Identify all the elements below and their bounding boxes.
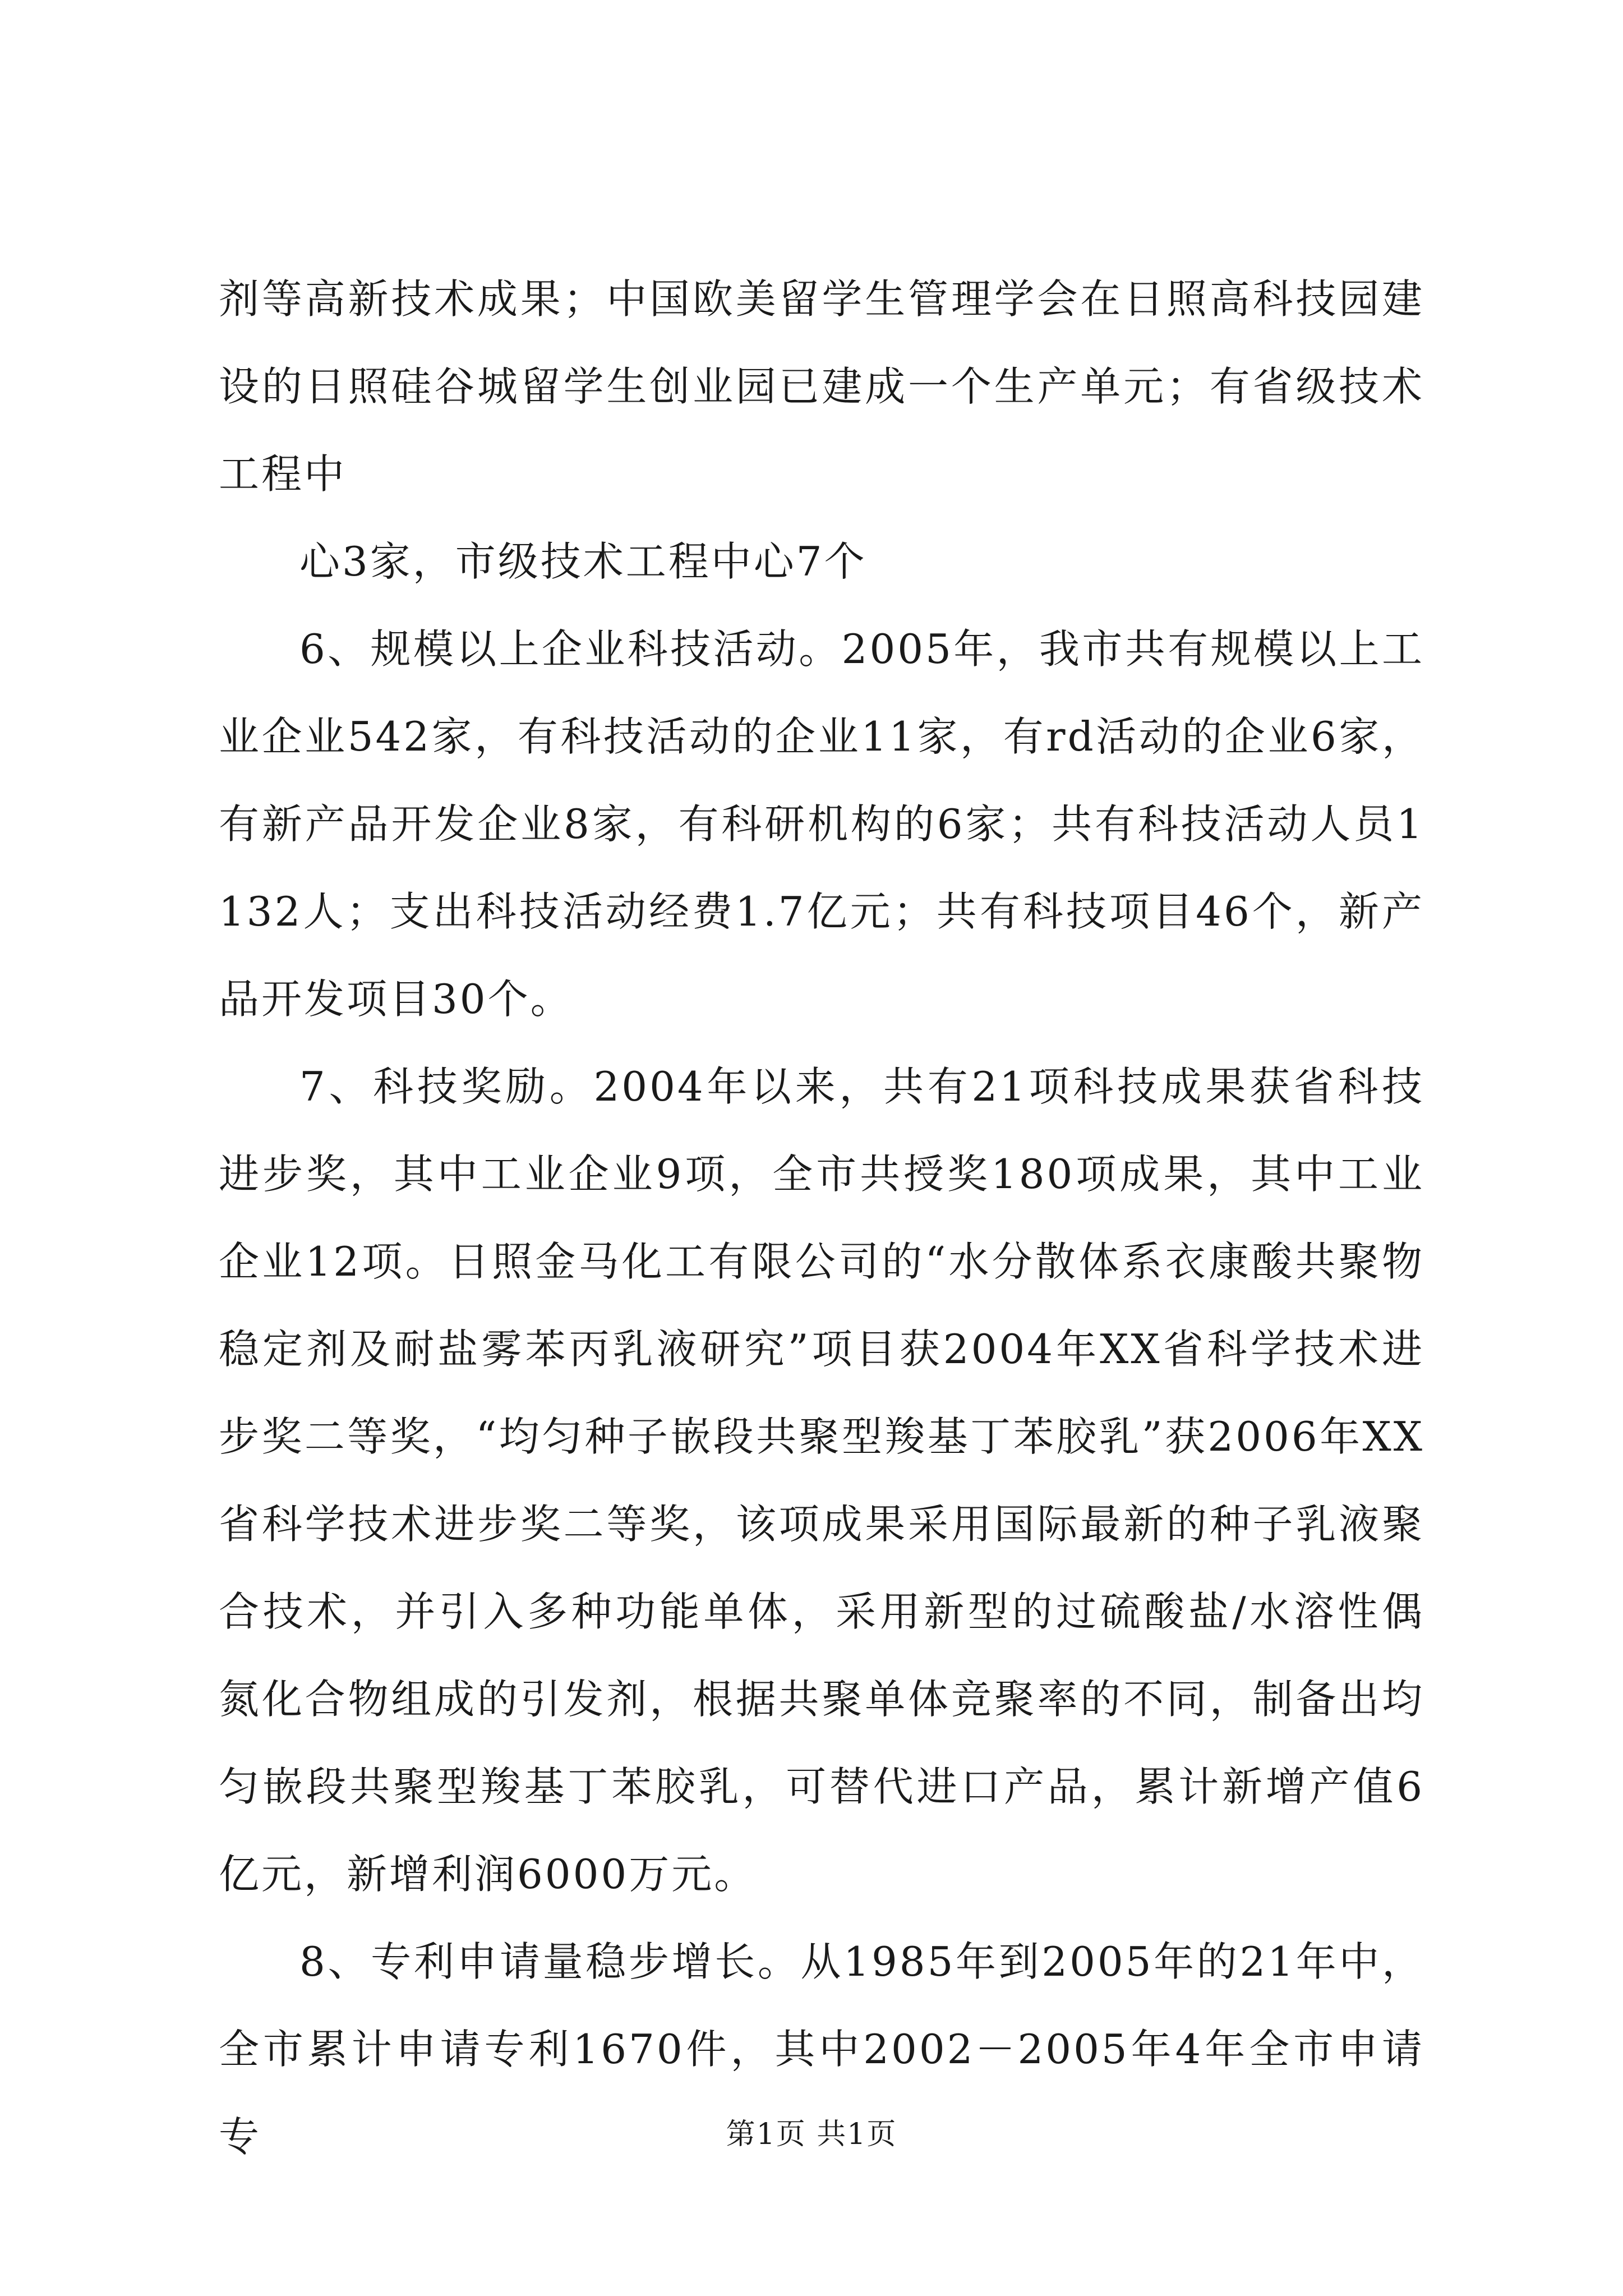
paragraph-awards: 7、科技奖励。2004年以来，共有21项科技成果获省科技进步奖，其中工业企业9项，全市共授奖180项成果，其中工业企业12项。日照金马化工有限公司的“水分散体系衣康酸共聚物稳定剂及耐盐雾苯丙乳液研究”项目获2004年XX省科学技术进步奖二等奖，“均匀种子嵌段共聚型羧基丁苯胶乳”获2006年XX省科学技术进步奖二等奖，该项成果采用国际最新的种子乳液聚合技术，并引入多种功能单体，采用新型的过硫酸盐/水溶性偶氮化合物组成的引发剂，根据共聚单体竞聚率的不同，制备出均匀嵌段共聚型羧基丁苯胶乳，可替代进口产品，累计新增产值6亿元，新增利润6000万元。 <box>219 1063 1424 1898</box>
paragraph-patents: 8、专利申请量稳步增长。从1985年到2005年的21年中，全市累计申请专利1670件，其中2002－2005年4年全市申请专 <box>219 1938 1424 2160</box>
paragraph-engineering-centers: 心3家，市级技术工程中心7个 <box>299 538 867 585</box>
paragraph-continuation: 剂等高新技术成果；中国欧美留学生管理学会在日照高科技园建设的日照硅谷城留学生创业园已建成一个生产单元；有省级技术工程中 <box>219 275 1424 498</box>
document-body <box>219 255 1424 2180</box>
page-footer: 第1页 共1页 <box>726 2118 897 2151</box>
paragraph-enterprise-activities: 6、规模以上企业科技活动。2005年，我市共有规模以上工业企业542家，有科技活动的企业11家，有rd活动的企业6家，有新产品开发企业8家，有科研机构的6家；共有科技活动人员1132人；支出科技活动经费1.7亿元；共有科技项目46个，新产品开发项目30个。 <box>219 625 1424 1023</box>
